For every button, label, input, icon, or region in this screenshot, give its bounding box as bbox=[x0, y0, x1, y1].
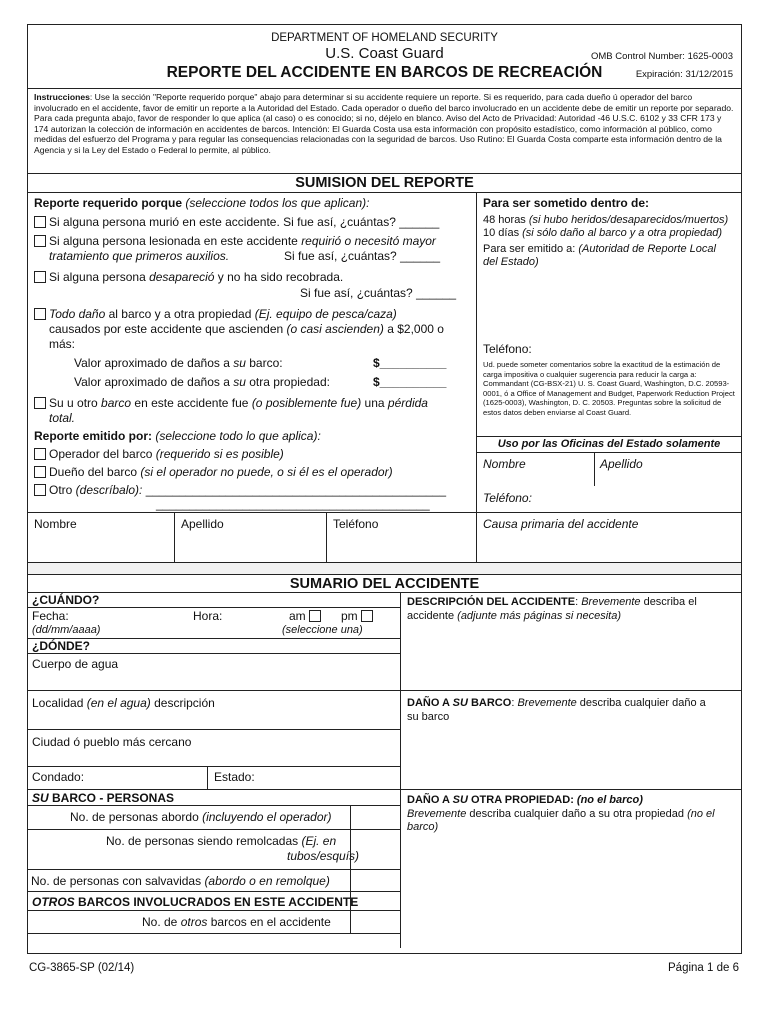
dmg-boat-a: DAÑO A bbox=[407, 697, 453, 709]
hours-a: 48 horas bbox=[483, 214, 529, 226]
missing-label-c: y no ha sido recobrada. bbox=[214, 270, 344, 284]
rule-water bbox=[28, 690, 400, 691]
contact-phone-cell[interactable] bbox=[327, 513, 477, 562]
death-label: Si alguna persona murió en este accidente. Si fue así, ¿cuántas? ______ bbox=[49, 215, 440, 229]
rule-other-boats bbox=[28, 910, 400, 911]
summary-section-title: SUMARIO DEL ACCIDENTE bbox=[28, 574, 741, 593]
phone-label: Teléfono: bbox=[483, 342, 532, 356]
injury-checkbox[interactable] bbox=[34, 235, 46, 247]
other-b: (descríbalo): bbox=[75, 483, 143, 497]
value-other-field[interactable]: $__________ bbox=[373, 375, 447, 389]
rule-lifejackets bbox=[28, 891, 400, 892]
primary-cause-label: Causa primaria del accidente bbox=[483, 517, 639, 531]
rule-dmg-boat bbox=[401, 789, 741, 790]
section-separator bbox=[28, 562, 741, 574]
where-header bbox=[28, 638, 400, 654]
form-title: REPORTE DEL ACCIDENTE EN BARCOS DE RECREACIÓN bbox=[166, 64, 603, 81]
to-c: del Estado) bbox=[483, 256, 539, 268]
submission-left bbox=[28, 193, 477, 512]
injury-label-c: tratamiento que primeros auxilios. bbox=[49, 249, 230, 263]
when-header bbox=[28, 593, 400, 608]
page-number: Página 1 de 6 bbox=[668, 962, 739, 974]
other-a: Otro bbox=[49, 483, 76, 497]
submission-section-title: SUMISION DEL REPORTE bbox=[28, 174, 741, 193]
towed-b: (Ej. en bbox=[301, 834, 337, 848]
state-surname-label: Apellido bbox=[600, 457, 643, 471]
value-your-boat-b: su bbox=[233, 356, 246, 370]
dmg-boat-d: : bbox=[511, 697, 518, 709]
date-format: (dd/mm/aaaa) bbox=[32, 624, 101, 636]
dmg-boat-e: Brevemente bbox=[517, 697, 577, 709]
pm-checkbox[interactable] bbox=[361, 610, 373, 622]
operator-a: Operador del barco bbox=[49, 447, 156, 461]
missing-checkbox[interactable] bbox=[34, 271, 46, 283]
rule-towed bbox=[28, 869, 400, 870]
your-boat-a: SU bbox=[32, 791, 49, 805]
dmg-other-a: DAÑO A bbox=[407, 794, 453, 806]
loss-f: pérdida bbox=[387, 396, 428, 410]
dmg-boat-g: su barco bbox=[407, 711, 450, 723]
select-one-hint: (seleccione una) bbox=[282, 624, 363, 636]
contact-phone-label: Teléfono bbox=[333, 517, 379, 531]
am-checkbox[interactable] bbox=[309, 610, 321, 622]
county-divider bbox=[207, 766, 208, 789]
nearest-city-label: Ciudad ó pueblo más cercano bbox=[32, 735, 192, 749]
date-label: Fecha: bbox=[32, 609, 69, 623]
state-use-header: Uso por las Oficinas del Estado solamente bbox=[477, 436, 741, 453]
other-count-divider bbox=[350, 910, 351, 933]
aboard-a: No. de personas abordo bbox=[70, 810, 203, 824]
when-label: ¿CUÁNDO? bbox=[32, 593, 100, 607]
primary-cause-cell[interactable] bbox=[477, 513, 741, 562]
loss-e: una bbox=[361, 396, 388, 410]
value-other-a: Valor aproximado de daños a bbox=[74, 375, 234, 389]
state-label: Estado: bbox=[214, 770, 255, 784]
injury-label-a: Si alguna persona lesionada en este accidente bbox=[49, 234, 302, 248]
total-loss-checkbox[interactable] bbox=[34, 397, 46, 409]
operator-b: (requerido si es posible) bbox=[155, 447, 284, 461]
missing-count: Si fue así, ¿cuántas? ______ bbox=[300, 286, 457, 300]
value-your-boat-c: barco: bbox=[245, 356, 283, 370]
desc-e: accidente bbox=[407, 610, 458, 622]
dmg-other-f: describa cualquier daño a su otra propiedad bbox=[466, 808, 688, 820]
dmg-other-d: (no el barco) bbox=[576, 794, 643, 806]
rule-city bbox=[28, 766, 400, 767]
am-label: am bbox=[289, 609, 306, 623]
pm-label: pm bbox=[341, 609, 358, 623]
damage-label-a: Todo daño bbox=[49, 307, 106, 321]
instructions-text: : Use la sección "Reporte requerido porque" abajo para determinar si su accidente requiere un reporte. Si es requerido, para cada dueño ú operador del barco involucrado en el accidente, favor de emitir un reporte a la Autoridad del Estado. Cada operador o dueño del barco involucrado en un accidente debe de emitir un reporte por separado. Para cada pregunta abajo, favor de responder lo que aplica (al caso) o es conocido; si no, déjelo en blanco. Aviso del Acto de Privacidad: Autoridad -46 U.S.C. 6102 y 33 CFR 173 y 174 autorizan la colección de información en accidentes de barcos. Intención: El Guarda Costa usa esta información con propósito estadístico, como información al público, como medidas del esfuerzo del Programa y para regular las consequencias relacionadas con la seguridad de barcos. Uso Rutino: El Guarda Costa comparte esta información dentro de la Agencia y si la Ley del Estado o Federal lo permite, al público. bbox=[34, 92, 734, 155]
owner-b: (si el operador no puede, o si él es el operador) bbox=[140, 465, 393, 479]
rule-bottom bbox=[28, 933, 400, 934]
department-name: DEPARTMENT OF HOMELAND SECURITY bbox=[271, 32, 498, 44]
other-boats-b: BARCOS INVOLUCRADOS EN ESTE ACCIDENTE bbox=[74, 895, 359, 909]
form-frame bbox=[27, 24, 742, 954]
submit-within-label: Para ser sometido dentro de: bbox=[483, 196, 650, 210]
dmg-boat-c: BARCO bbox=[467, 697, 512, 709]
summary-body bbox=[28, 593, 741, 948]
operator-checkbox[interactable] bbox=[34, 448, 46, 460]
desc-c: Brevemente bbox=[581, 596, 641, 608]
days-a: 10 días bbox=[483, 227, 523, 239]
desc-b: : bbox=[575, 596, 582, 608]
contact-name-cell[interactable] bbox=[28, 513, 175, 562]
where-label: ¿DÓNDE? bbox=[32, 639, 90, 653]
burden-comments: Ud. puede someter comentarios sobre la exactitud de la estimación de carga impositiva o cualquier sugerencia para reducir la carga a: Commandant (CG-BSX-21) U. S. Coast Guard, Washington, D.C. 20593-0001, ó a Office of Management and Budget, Paperwork Reduction Project (1625-0003), Washington, D. C. 20503. Preguntas sobre la solicitud de estos datos deben enviarse al Coast Guard. bbox=[483, 360, 735, 417]
contact-surname-cell[interactable] bbox=[175, 513, 327, 562]
days-b: (si sólo daño al barco y a otra propiedad) bbox=[522, 227, 723, 239]
state-name-label: Nombre bbox=[483, 457, 526, 471]
loss-c: en este accidente fue bbox=[131, 396, 252, 410]
water-body-label: Cuerpo de agua bbox=[32, 657, 119, 671]
submission-right bbox=[477, 193, 741, 512]
contact-name-label: Nombre bbox=[34, 517, 77, 531]
dmg-other-g: (no el bbox=[687, 808, 715, 820]
missing-label-a: Si alguna persona bbox=[49, 270, 150, 284]
dmg-boat-f: describa cualquier daño a bbox=[576, 697, 706, 709]
rule-desc bbox=[401, 690, 741, 691]
loss-a: Su u otro bbox=[49, 396, 102, 410]
to-a: Para ser emitido a: bbox=[483, 243, 579, 255]
rule-location bbox=[28, 729, 400, 730]
other-line[interactable]: _____________________________________________ bbox=[142, 483, 447, 497]
death-checkbox[interactable] bbox=[34, 216, 46, 228]
damage-label-e: (o casi ascienden) bbox=[286, 322, 384, 336]
instructions bbox=[28, 89, 741, 174]
form-header bbox=[28, 25, 741, 89]
issued-by-label: Reporte emitido por: bbox=[34, 429, 153, 443]
required-because-hint: (seleccione todos los que aplican): bbox=[182, 196, 370, 210]
time-label: Hora: bbox=[193, 609, 223, 623]
damage-label-f: a $2,000 o bbox=[383, 322, 444, 336]
rule-aboard bbox=[28, 829, 400, 830]
damage-label-b: al barco y a otra propiedad bbox=[105, 307, 255, 321]
dmg-other-b: SU bbox=[452, 794, 468, 806]
state-phone-label: Teléfono: bbox=[483, 491, 532, 505]
dmg-other-e: Brevemente bbox=[407, 808, 467, 820]
aboard-b: (incluyendo el operador) bbox=[202, 810, 332, 824]
dmg-boat-b: SU bbox=[452, 697, 468, 709]
desc-d: describa el bbox=[640, 596, 697, 608]
damage-checkbox[interactable] bbox=[34, 308, 46, 320]
owner-checkbox[interactable] bbox=[34, 466, 46, 478]
submission-body bbox=[28, 193, 741, 512]
contact-surname-label: Apellido bbox=[181, 517, 224, 531]
loss-d: (o posiblemente fue) bbox=[251, 396, 362, 410]
owner-a: Dueño del barco bbox=[49, 465, 141, 479]
damage-label-d: causados por este accidente que ascienden bbox=[49, 322, 287, 336]
your-boat-b: BARCO - PERSONAS bbox=[48, 791, 175, 805]
other-count-c: barcos en el accidente bbox=[207, 915, 331, 929]
value-other-c: otra propiedad: bbox=[245, 375, 330, 389]
summary-left bbox=[28, 593, 401, 948]
state-divider bbox=[594, 453, 595, 486]
county-label: Condado: bbox=[32, 770, 85, 784]
other-boats-a: OTROS bbox=[32, 895, 75, 909]
other-line-2[interactable]: _________________________________________ bbox=[156, 497, 430, 511]
to-b: (Autoridad de Reporte Local bbox=[578, 243, 716, 255]
injury-count: Si fue así, ¿cuántas? ______ bbox=[284, 249, 441, 263]
dmg-other-c: OTRA PROPIEDAD: bbox=[467, 794, 577, 806]
towed-c: tubos/esquís) bbox=[287, 849, 360, 863]
hours-b: (si hubo heridos/desaparecidos/muertos) bbox=[528, 214, 729, 226]
summary-right bbox=[401, 593, 741, 948]
injury-label-b: requirió o necesitó mayor bbox=[301, 234, 436, 248]
loss-g: total. bbox=[49, 411, 76, 425]
location-a: Localidad bbox=[32, 696, 87, 710]
desc-f: (adjunte más páginas si necesita) bbox=[457, 610, 622, 622]
dmg-other-h: barco) bbox=[407, 821, 439, 833]
issued-by-hint: (seleccione todo lo que aplica): bbox=[152, 429, 321, 443]
expiration-date: Expiración: 31/12/2015 bbox=[635, 69, 733, 80]
required-because-label: Reporte requerido porque bbox=[34, 196, 183, 210]
contact-row bbox=[28, 512, 741, 562]
lifejackets-b: (abordo o en remolque) bbox=[204, 874, 330, 888]
loss-b: barco bbox=[101, 396, 132, 410]
damage-label-c: (Ej. equipo de pesca/caza) bbox=[254, 307, 397, 321]
your-boat-header bbox=[28, 789, 400, 806]
damage-label-g: más: bbox=[49, 337, 76, 351]
missing-label-b: desapareció bbox=[149, 270, 215, 284]
location-c: descripción bbox=[150, 696, 215, 710]
lifejackets-a: No. de personas con salvavidas bbox=[31, 874, 205, 888]
location-b: (en el agua) bbox=[86, 696, 151, 710]
value-your-boat-a: Valor aproximado de daños a bbox=[74, 356, 234, 370]
value-other-b: su bbox=[233, 375, 246, 389]
instructions-label: Instrucciones bbox=[34, 92, 90, 102]
towed-a: No. de personas siendo remolcadas bbox=[106, 834, 302, 848]
other-issuer-checkbox[interactable] bbox=[34, 484, 46, 496]
other-count-a: No. de bbox=[142, 915, 181, 929]
value-your-boat-field[interactable]: $__________ bbox=[373, 356, 447, 370]
other-count-b: otros bbox=[180, 915, 208, 929]
omb-control-number: OMB Control Number: 1625-0003 bbox=[590, 51, 733, 62]
form-id: CG-3865-SP (02/14) bbox=[29, 962, 135, 974]
desc-a: DESCRIPCIÓN DEL ACCIDENTE bbox=[407, 596, 576, 608]
agency-name: U.S. Coast Guard bbox=[325, 45, 444, 62]
